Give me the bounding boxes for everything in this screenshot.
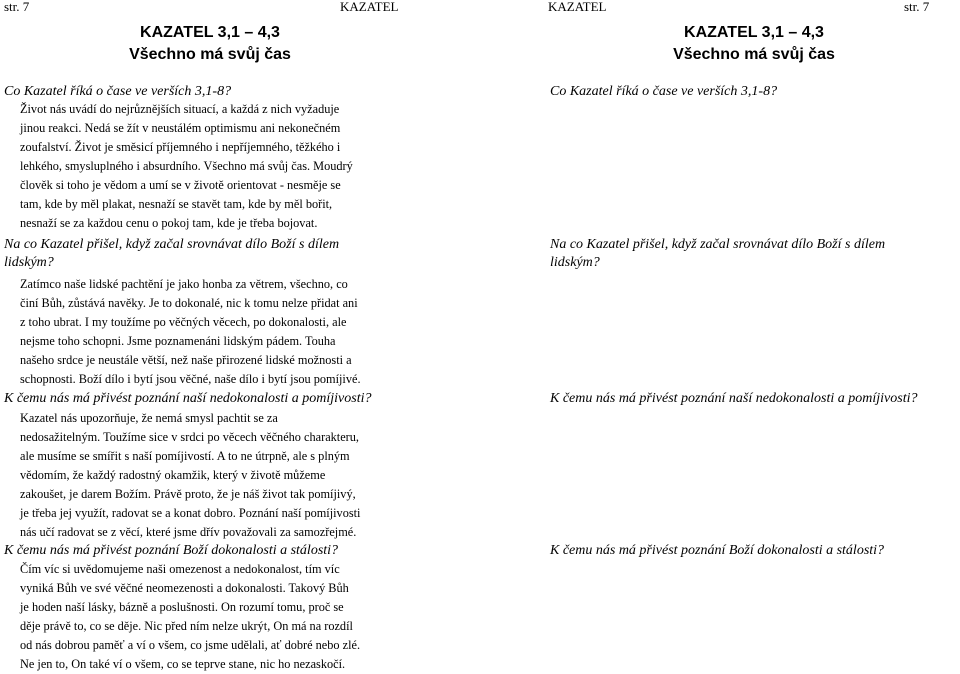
left-title-block	[0, 22, 420, 66]
left-page-number: str. 7	[4, 0, 30, 14]
right-page	[548, 0, 960, 674]
right-title-block	[548, 22, 960, 66]
left-answer-4: Čím víc si uvědomujeme naši omezenost a nedokonalost, tím víc vyniká Bůh ve své věčné neomezenosti a dokonalosti. Takový Bůh je hoden naší lásky, bázně a poslušnosti. On rozumí tomu, proč se děje právě to, co se děje. Nic před ním nelze ukrýt, On má na rozdíl od nás dobrou paměť a ví o všem, co jsme udělali, ať dobré nebo zlé. Ne jen to, On také ví o všem, co se teprve stane, nic ho nezaskočí.	[20, 562, 361, 671]
right-running-header: KAZATEL	[548, 0, 607, 14]
right-page-number: str. 7	[904, 0, 930, 14]
right-title: KAZATEL 3,1 – 4,3	[684, 24, 824, 41]
left-answer-3: Kazatel nás upozorňuje, že nemá smysl pachtit se za nedosažitelným. Toužíme sice v srdci po věcech věčného charakteru, ale musíme se smířit s naší pomíjivostí. A to ne útrpně, ale s plným vědomím, že každý radostný okamžik, který v životě můžeme zakoušet, je darem Božím. Právě proto, že je náš život tak pomíjivý, je třeba jej využít, radovat se a konat dobro. Poznání naší pomíjivosti nás učí radovat se z věcí, které jsme dřív považovali za samozřejmé.	[20, 411, 361, 539]
right-question-4: K čemu nás má přivést poznání Boží dokonalosti a stálosti?	[550, 543, 885, 558]
left-question-2: Na co Kazatel přišel, když začal srovnávat dílo Boží s dílem lidským?	[4, 237, 340, 270]
left-answer-1: Život nás uvádí do nejrůznějších situací, a každá z nich vyžaduje jinou reakci. Nedá se žít v neustálém optimismu ani nekonečném zoufalství. Život je směsicí příjemného i nepříjemného, těžkého i lehkého, smysluplného i absurdního. Všechno má svůj čas. Moudrý člověk si toho je vědom a umí se v životě orientovat - nesměje se tam, kde by měl plakat, nesnaží se stavět tam, kde by měl bořit, nesnaží se za každou cenu o pokoj tam, kde je třeba bojovat.	[20, 102, 353, 230]
left-answer-2: Zatímco naše lidské pachtění je jako honba za větrem, všechno, co činí Bůh, zůstává navěky. Je to dokonalé, nic k tomu nelze přidat ani z toho ubrat. I my toužíme po věčných věcech, po dokonalosti, ale nejsme toho schopni. Jsme poznamenáni lidským pádem. Touha našeho srdce je neustále větší, než naše přirozené lidské možnosti a schopnosti. Boží dílo i bytí jsou věčné, naše dílo i bytí jsou pomíjivé.	[20, 277, 361, 386]
right-subtitle: Všechno má svůj čas	[673, 46, 835, 63]
right-question-2: Na co Kazatel přišel, když začal srovnávat dílo Boží s dílem lidským?	[550, 237, 886, 270]
left-question-4: K čemu nás má přivést poznání Boží dokonalosti a stálosti?	[4, 543, 339, 558]
right-question-1: Co Kazatel říká o čase ve verších 3,1-8?	[550, 84, 778, 99]
left-running-header: KAZATEL	[340, 0, 399, 14]
left-subtitle: Všechno má svůj čas	[129, 46, 291, 63]
right-question-3: K čemu nás má přivést poznání naší nedokonalosti a pomíjivosti?	[550, 391, 918, 406]
left-title: KAZATEL 3,1 – 4,3	[140, 24, 280, 41]
left-question-1: Co Kazatel říká o čase ve verších 3,1-8?	[4, 84, 232, 99]
left-page	[0, 0, 420, 674]
left-question-3: K čemu nás má přivést poznání naší nedokonalosti a pomíjivosti?	[4, 391, 372, 406]
